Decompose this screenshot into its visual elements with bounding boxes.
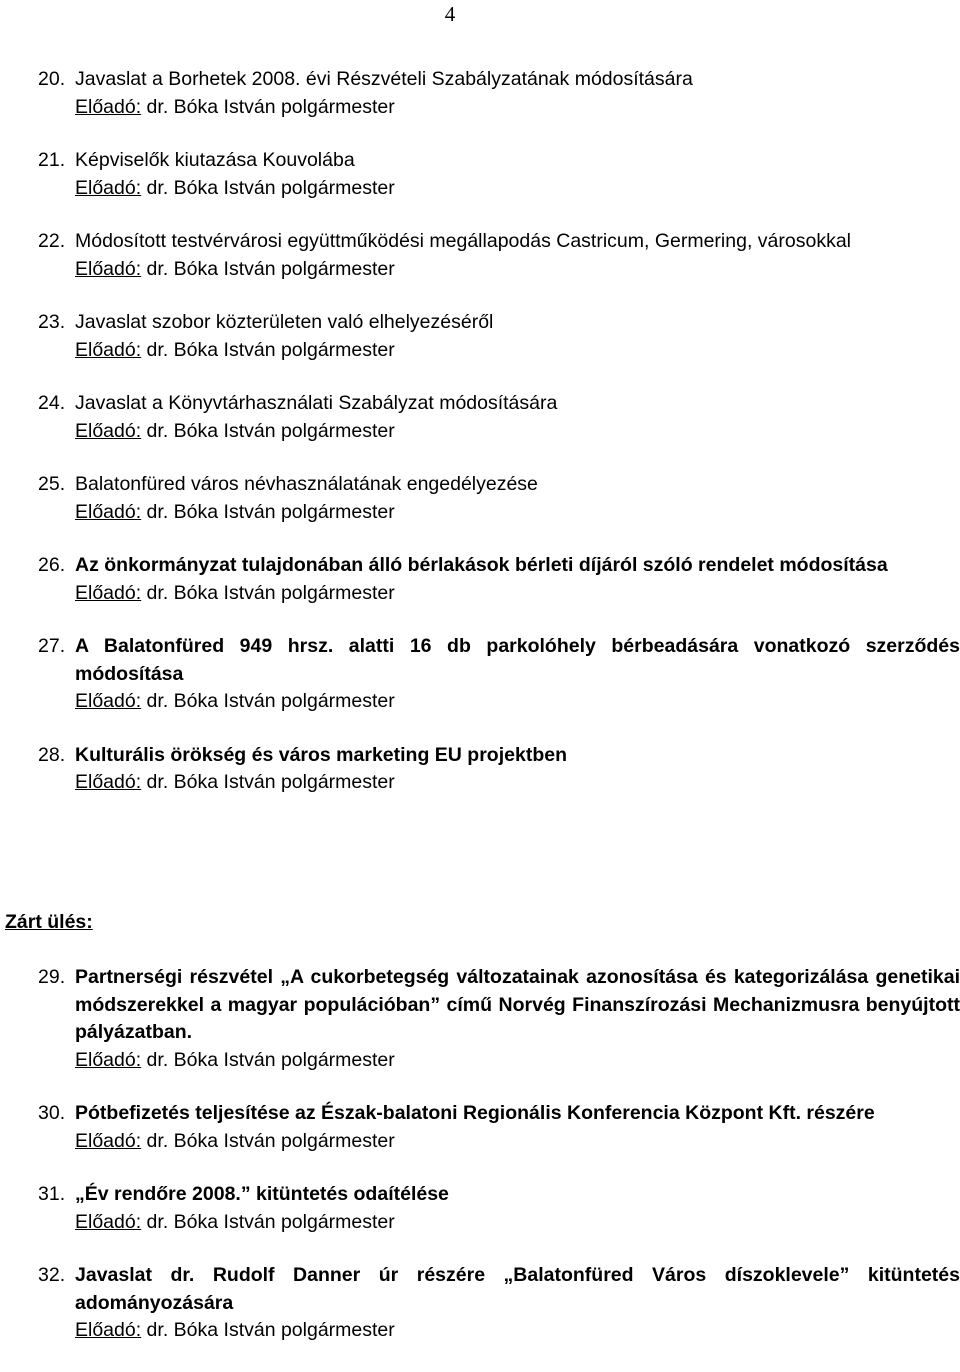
agenda-item-title: Kulturális örökség és város marketing EU projektben <box>75 743 567 766</box>
agenda-item-presenter <box>75 1047 960 1075</box>
agenda-item-title: Az önkormányzat tulajdonában álló bérlakások bérleti díjáról szóló rendelet módosítása <box>75 554 888 576</box>
agenda-item <box>38 390 960 445</box>
agenda-item <box>38 1100 960 1155</box>
agenda-item <box>38 1262 960 1345</box>
agenda-item-number: 22. <box>38 230 66 252</box>
agenda-item-presenter <box>75 769 960 797</box>
agenda-item <box>38 309 960 364</box>
presenter-name: dr. Bóka István polgármester <box>141 95 395 118</box>
presenter-label: Előadó: <box>75 176 142 199</box>
agenda-item <box>38 1181 960 1236</box>
agenda-item-number: 28. <box>38 743 66 766</box>
agenda-item-presenter <box>75 175 960 203</box>
presenter-label: Előadó: <box>75 338 142 361</box>
presenter-label: Előadó: <box>75 419 142 442</box>
closed-session-heading: Zárt ülés: <box>5 911 93 933</box>
agenda-item-title: A Balatonfüred 949 hrsz. alatti 16 db parkolóhely bérbeadására vonatkozó szerződés módosítása <box>75 635 960 685</box>
agenda-item-title: Képviselők kiutazása Kouvolába <box>75 149 355 171</box>
presenter-label: Előadó: <box>75 95 142 118</box>
presenter-name: dr. Bóka István polgármester <box>141 1319 395 1341</box>
agenda-item-title: „Év rendőre 2008.” kitüntetés odaítélése <box>75 1183 449 1205</box>
presenter-label: Előadó: <box>75 690 142 712</box>
presenter-label: Előadó: <box>75 500 142 523</box>
agenda-item <box>38 964 960 1074</box>
agenda-list-closed <box>38 964 960 1371</box>
agenda-item <box>38 633 960 716</box>
agenda-item-number: 26. <box>38 554 66 576</box>
agenda-item <box>38 228 960 283</box>
agenda-item <box>38 471 960 526</box>
agenda-item-number: 25. <box>38 473 66 495</box>
presenter-label: Előadó: <box>75 1129 142 1152</box>
presenter-label: Előadó: <box>75 581 142 604</box>
presenter-name: dr. Bóka István polgármester <box>141 257 395 280</box>
agenda-item-number: 31. <box>38 1183 66 1205</box>
presenter-label: Előadó: <box>75 257 142 280</box>
agenda-item-presenter <box>75 688 960 716</box>
agenda-item-presenter <box>75 580 960 608</box>
presenter-name: dr. Bóka István polgármester <box>141 771 395 793</box>
agenda-item-number: 24. <box>38 392 66 414</box>
presenter-label: Előadó: <box>75 1210 142 1233</box>
presenter-name: dr. Bóka István polgármester <box>141 581 395 604</box>
agenda-item-presenter <box>75 337 960 365</box>
agenda-item-presenter <box>75 94 960 122</box>
agenda-item-title: Módosított testvérvárosi együttműködési megállapodás Castricum, Germering, városokkal <box>75 230 851 252</box>
presenter-name: dr. Bóka István polgármester <box>141 419 395 442</box>
agenda-item <box>38 147 960 202</box>
agenda-item-presenter <box>75 1128 960 1156</box>
agenda-item <box>38 742 960 797</box>
page-number: 4 <box>444 2 456 26</box>
agenda-item-number: 23. <box>38 311 66 333</box>
presenter-label: Előadó: <box>75 771 142 793</box>
presenter-name: dr. Bóka István polgármester <box>141 690 395 712</box>
presenter-name: dr. Bóka István polgármester <box>141 176 395 199</box>
presenter-name: dr. Bóka István polgármester <box>141 1048 395 1071</box>
agenda-item-number: 27. <box>38 635 66 657</box>
agenda-item-number: 30. <box>38 1102 66 1124</box>
presenter-name: dr. Bóka István polgármester <box>141 1129 395 1152</box>
presenter-name: dr. Bóka István polgármester <box>141 1210 395 1233</box>
agenda-item-title: Javaslat szobor közterületen való elhelyezéséről <box>75 311 494 333</box>
agenda-item-number: 32. <box>38 1264 66 1286</box>
agenda-item-title: Javaslat a Könyvtárhasználati Szabályzat módosítására <box>75 392 558 414</box>
agenda-item-title: Javaslat a Borhetek 2008. évi Részvételi Szabályzatának módosítására <box>75 68 693 90</box>
agenda-item-title: Balatonfüred város névhasználatának engedélyezése <box>75 473 538 495</box>
agenda-item-title: Partnerségi részvétel „A cukorbetegség változatainak azonosítása és kategorizálása genetikai módszerekkel a magyar populációban” című Norvég Finanszírozási Mechanizmusra benyújtott pályázatban. <box>75 966 960 1043</box>
agenda-item-presenter <box>75 418 960 446</box>
agenda-item-number: 21. <box>38 149 66 171</box>
agenda-item-number: 29. <box>38 966 66 988</box>
agenda-item-title: Javaslat dr. Rudolf Danner úr részére „Balatonfüred Város díszoklevele” kitüntetés adományozására <box>75 1264 960 1314</box>
agenda-item-presenter <box>75 256 960 284</box>
agenda-item-presenter <box>75 499 960 527</box>
presenter-label: Előadó: <box>75 1319 142 1341</box>
presenter-name: dr. Bóka István polgármester <box>141 338 395 361</box>
agenda-item-presenter <box>75 1317 960 1345</box>
presenter-label: Előadó: <box>75 1048 142 1071</box>
agenda-item-presenter <box>75 1209 960 1237</box>
agenda-item-title: Pótbefizetés teljesítése az Észak-balatoni Regionális Konferencia Központ Kft. részére <box>75 1102 875 1124</box>
agenda-item <box>38 66 960 121</box>
agenda-item-number: 20. <box>38 68 66 90</box>
presenter-name: dr. Bóka István polgármester <box>141 500 395 523</box>
agenda-item <box>38 552 960 607</box>
agenda-list-open <box>38 66 960 823</box>
